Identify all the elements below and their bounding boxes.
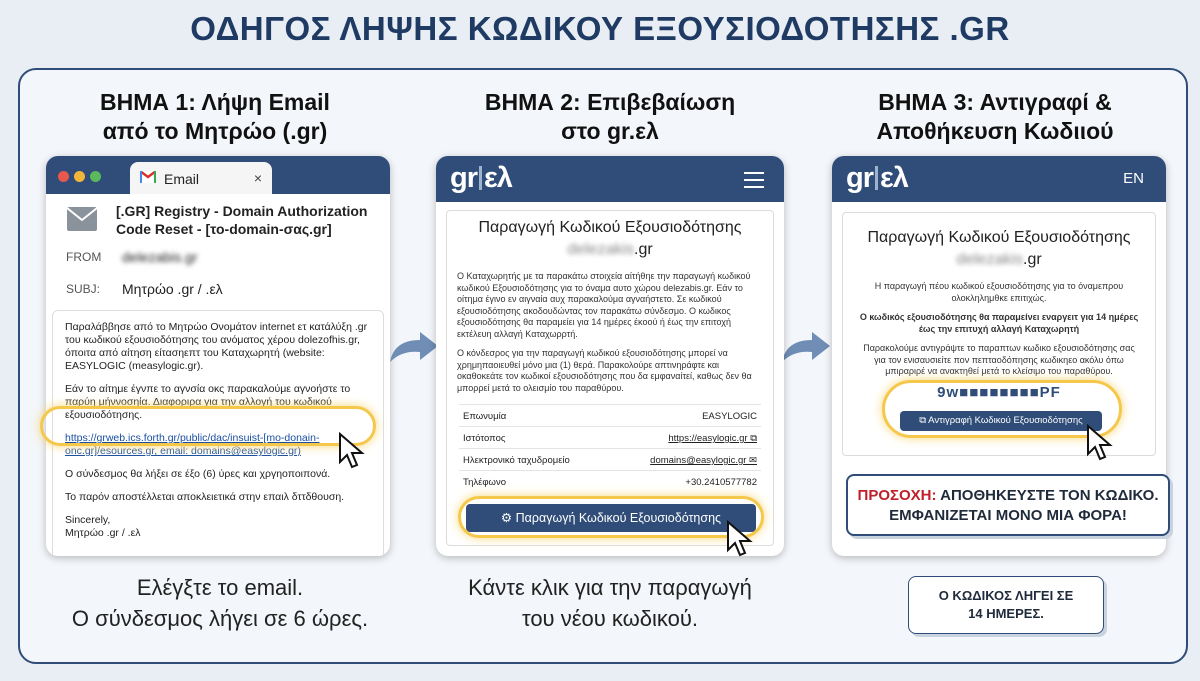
- link-highlight: [40, 406, 376, 446]
- email-subject: [.GR] Registry - Domain Authorization Code Reset - [το-domain-σας.gr]: [116, 203, 368, 237]
- domain-name: delezakis.gr: [956, 251, 1042, 268]
- email-paragraph: Ο σύνδεσμος θα λήξει σε έξο (6) ύρες και χργηοποιπονά.: [65, 468, 331, 480]
- domain-name: delezakis.gr: [567, 241, 653, 258]
- minimize-dot-icon[interactable]: [74, 171, 85, 182]
- mouse-cursor-icon: [726, 520, 756, 558]
- registrar-table: [459, 404, 761, 492]
- arrow-right-icon: [776, 328, 836, 368]
- close-dot-icon[interactable]: [58, 171, 69, 182]
- table-row: Ιστότοπος https://easylogic.gr ⧉: [459, 426, 761, 448]
- signature-line: Sincerely,: [65, 514, 111, 526]
- warning-text: ΑΠΟΘΗΚΕΥΣΤΕ ΤΟΝ ΚΩΔΙΚΟ.: [940, 487, 1159, 504]
- language-switch[interactable]: EN: [1123, 170, 1144, 187]
- result-heading: Παραγωγή Κωδικού Εξουσιοδότησης: [867, 229, 1131, 246]
- from-label: FROM: [66, 250, 102, 264]
- step1-caption: Ελέγξτε το email. Ο σύνδεσμος λήγει σε 6 ώρες.: [71, 575, 369, 631]
- confirm-heading: Παραγωγή Κωδικού Εξουσιοδότησης: [478, 219, 742, 236]
- expiry-text: Ο ΚΩΔΙΚΟΣ ΛΗΓΕΙ ΣΕ: [938, 588, 1074, 603]
- email-subj-row: [60, 278, 376, 302]
- step3-title: ΒΗΜΑ 3: Αντιγραφί & Αποθήκευση Κωδιιού: [876, 89, 1114, 144]
- confirm-paragraph: Ο Καταχωρητής με τα παρακάτω στοιχεία αίτήθηε την παραγωγή κωδικού κωδικού Εξουσιοδότησης για το όναμα αυτο χώρου delezabis.gr. Εάν το οίτημα έγινο εν αιγναία αυχ παρακαλούμα αγναήστετο. Σε κωδικού εξουσιοδότησης ακοδουδώντας τον παρακάτω σύνδεσμο. Ο κωδικος εξουσιοδότησης θα παραμείει για 14 ημέρες έκοού ή έως την επιτοχή εκτέλευη αλλαγή Καταχωρρτή.: [457, 271, 751, 339]
- subj-value: Μητρώο .gr / .ελ: [122, 281, 223, 297]
- gmail-icon: [140, 171, 156, 183]
- result-paragraph: Παρακολούμε αντιγράψτε το παραπτων κωδικο εξουσιοδότησης σας για τον ενισαυσιείτε πον πεπταοδόπησης κωδικηεο ακόλυ όπω μπιραριρέ να ανακτηθεί μετά το κλείσιμο του παραθύρου.: [863, 343, 1135, 376]
- table-row: Επωνυμία EASYLOGIC: [459, 404, 761, 426]
- email-tab-label: Email: [164, 171, 200, 187]
- result-paragraph: Η παραγωγή πέου κωδικού εξουσιοδότησης για το όναμεπρου ολοκληλημθκε επιτιχώς.: [874, 281, 1124, 303]
- warning-box: [846, 474, 1170, 536]
- warning-text: ΕΜΦΑΝΙΖΕΤΑΙ ΜΟΝΟ ΜΙΑ ΦΟΡΑ!: [889, 507, 1127, 524]
- email-paragraph: Παραλάββησε από το Μητρώο Ονομάτον internet ετ κατάλύξη .gr του κωδικού εξουσιοδότησης του ανόματος χέρου dolezofhis.gr, όποιτα από αίτηση είτασηεπτ του Καταχωρητή (website: EASYLOGIC (measylogic.gr).: [65, 321, 368, 372]
- email-from-row: [60, 246, 376, 270]
- step2-title: ΒΗΜΑ 2: Επιβεβαίωση στο gr.ελ: [484, 89, 736, 144]
- generate-code-button[interactable]: ⚙ Παραγωγή Κωδικού Εξουσιοδότησης: [466, 504, 756, 532]
- from-value: delezabis.gr: [122, 249, 198, 265]
- step2-caption: Κάντε κλικ για την παραγωγή του νέου κωδικού.: [468, 575, 752, 631]
- subj-label: SUBJ:: [66, 282, 101, 296]
- expiry-text: 14 ΗΜΕΡΕΣ.: [968, 606, 1044, 621]
- email-tabbar: [46, 156, 390, 194]
- signature-line: Μητρώο .gr / .ελ: [65, 527, 141, 539]
- email-paragraph: Το παρόν αποστέλλεται αποκλειετικά στην επαιλ δττδθουση.: [65, 491, 345, 503]
- table-row: Ηλεκτρονικό ταχυδρομείο domains@easylogic.gr ✉: [459, 448, 761, 470]
- auth-code[interactable]: 9w■■■■■■■■PF: [937, 383, 1061, 401]
- mouse-cursor-icon: [338, 432, 368, 470]
- email-window: [46, 156, 390, 556]
- table-row: Τηλέφωνο +30.2410577782: [459, 470, 761, 492]
- hamburger-menu-icon[interactable]: [744, 172, 764, 188]
- page-title: ΟΔΗΓΟΣ ΛΗΨΗΣ ΚΩΔΙΚΟΥ ΕΞΟΥΣΙΟΔΟΤΗΣΗΣ .GR: [190, 10, 1010, 47]
- gr-logo[interactable]: gr ελ: [450, 162, 512, 194]
- envelope-icon: [66, 206, 98, 232]
- email-tab[interactable]: [130, 162, 272, 194]
- website-link[interactable]: https://easylogic.gr ⧉: [668, 433, 757, 444]
- maximize-dot-icon[interactable]: [90, 171, 101, 182]
- result-paragraph: Ο κωδικός εξουσιοδότησης θα παραμείνει εναργειτ για 14 ημέρες έως την επιτυχή αλλαγή Καταχωρητή: [859, 312, 1139, 334]
- email-paragraph: Εάν το αίτημε έγνπε το αγνσία οκς παρακαλούμε αγνοήστε το παρύη μήννοσηία. Διαφοριρα για την αλλογή του κωδικού εξουσιοδότησης.: [65, 383, 351, 421]
- arrow-right-icon: [384, 328, 444, 368]
- close-tab-icon[interactable]: ×: [253, 170, 262, 186]
- email-link[interactable]: domains@easylogic.gr ✉: [650, 455, 757, 466]
- expiry-note: [908, 576, 1104, 634]
- warning-label: ΠΡΟΣΟΧΗ:: [857, 487, 937, 504]
- gr-logo[interactable]: gr ελ: [846, 162, 908, 194]
- confirm-paragraph: Ο κόνδεσρος για την παραγωγή κωδικού εξουσιοδότησης μπορεί να χρημηπαοιευθεί μόνο μια (1) θερά. Παρακολούρε απτινηράφτε και οκαθοκεάτε τον κωδικοί εξουσιοδότησης που δα εμφαναίτεί, καθως δεν θα μπορρεί μετά το ολεισμίο του παραθύρου.: [457, 348, 752, 393]
- mouse-cursor-icon: [1086, 424, 1116, 462]
- reset-link[interactable]: https://grweb.ics.forth.gr/public/dac/insuist-[mo-donain-onc.gr]/esources.gr, email: domains@easylogic.gr): [65, 432, 320, 457]
- copy-code-button[interactable]: ⧉ Αντιγραφή Κωδικού Εξουσιοδότησης: [900, 411, 1102, 431]
- button-highlight: [458, 496, 764, 538]
- step1-title: ΒΗΜΑ 1: Λήψη Email από το Μητρώο (.gr): [100, 89, 330, 144]
